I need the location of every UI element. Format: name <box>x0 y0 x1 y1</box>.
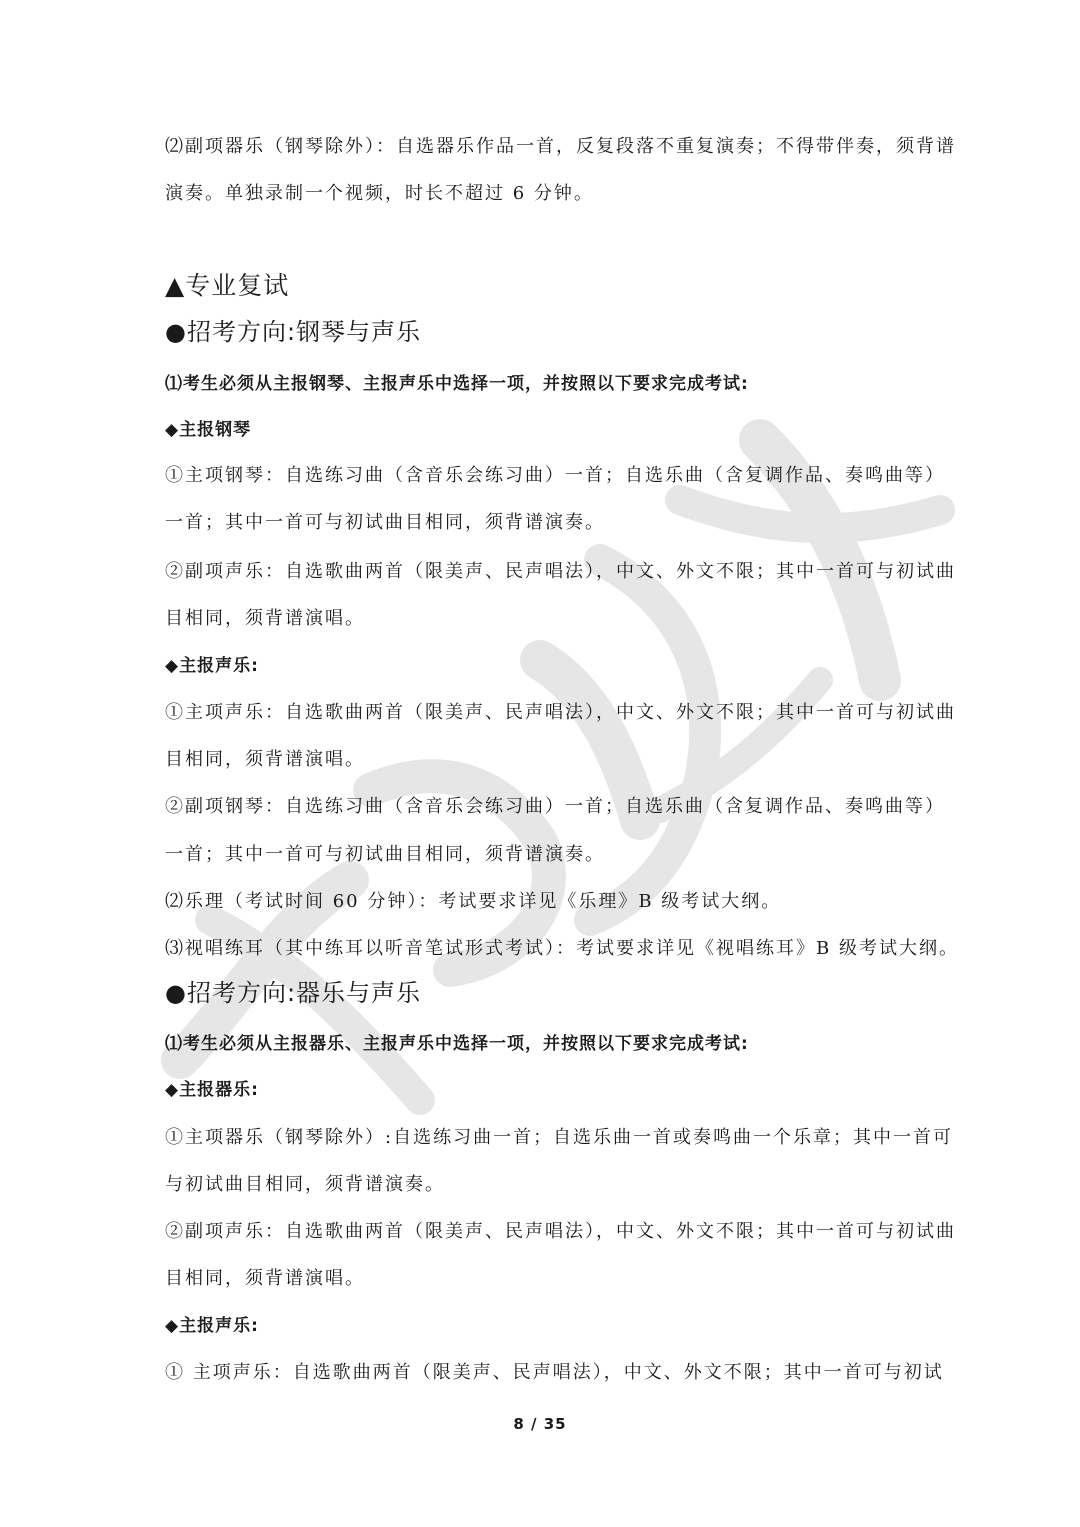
section-heading-direction: ●招考方向:钢琴与声乐 <box>165 318 422 346</box>
paragraph-line: ⑴考生必须从主报器乐、主报声乐中选择一项，并按照以下要求完成考试: <box>165 1034 749 1054</box>
paragraph-line: 一首；其中一首可与初试曲目相同，须背谱演奏。 <box>165 844 605 865</box>
paragraph-line: ②副项声乐：自选歌曲两首（限美声、民声唱法），中文、外文不限；其中一首可与初试曲 <box>165 561 956 582</box>
paragraph-line: 与初试曲目相同，须背谱演奏。 <box>165 1174 445 1195</box>
paragraph-line: ⑵副项器乐（钢琴除外）：自选器乐作品一首，反复段落不重复演奏；不得带伴奏，须背谱 <box>165 136 956 157</box>
paragraph-line: ① 主项声乐：自选歌曲两首（限美声、民声唱法），中文、外文不限；其中一首可与初试 <box>165 1362 944 1383</box>
paragraph-line: 目相同，须背谱演唱。 <box>165 749 365 770</box>
subheading-vocal: ◆主报声乐: <box>165 656 259 676</box>
paragraph-line: ⑶视唱练耳（其中练耳以听音笔试形式考试）：考试要求详见《视唱练耳》B 级考试大纲。 <box>165 938 959 959</box>
paragraph-line: ②副项声乐：自选歌曲两首（限美声、民声唱法），中文、外文不限；其中一首可与初试曲 <box>165 1221 956 1242</box>
section-heading-retest: ▲专业复试 <box>165 271 290 300</box>
subheading-instrument: ◆主报器乐: <box>165 1080 259 1100</box>
paragraph-line: ①主项器乐（钢琴除外）:自选练习曲一首；自选乐曲一首或奏鸣曲一个乐章；其中一首可 <box>165 1127 954 1148</box>
paragraph-line: ⑴考生必须从主报钢琴、主报声乐中选择一项，并按照以下要求完成考试: <box>165 374 749 394</box>
subheading-piano: ◆主报钢琴 <box>165 420 252 440</box>
section-heading-direction: ●招考方向:器乐与声乐 <box>165 979 422 1007</box>
subheading-vocal: ◆主报声乐: <box>165 1316 259 1336</box>
paragraph-line: ②副项钢琴：自选练习曲（含音乐会练习曲）一首；自选乐曲（含复调作品、奏鸣曲等） <box>165 796 945 817</box>
paragraph-line: 一首；其中一首可与初试曲目相同，须背谱演奏。 <box>165 512 605 533</box>
page-number: 8 / 35 <box>513 1415 567 1433</box>
paragraph-line: ①主项钢琴：自选练习曲（含音乐会练习曲）一首；自选乐曲（含复调作品、奏鸣曲等） <box>165 465 945 486</box>
paragraph-line: ①主项声乐：自选歌曲两首（限美声、民声唱法），中文、外文不限；其中一首可与初试曲 <box>165 702 956 723</box>
paragraph-line: 目相同，须背谱演唱。 <box>165 608 365 629</box>
paragraph-line: 演奏。单独录制一个视频，时长不超过 6 分钟。 <box>165 183 594 204</box>
paragraph-line: ⑵乐理（考试时间 60 分钟）：考试要求详见《乐理》B 级考试大纲。 <box>165 891 782 912</box>
paragraph-line: 目相同，须背谱演唱。 <box>165 1268 365 1289</box>
